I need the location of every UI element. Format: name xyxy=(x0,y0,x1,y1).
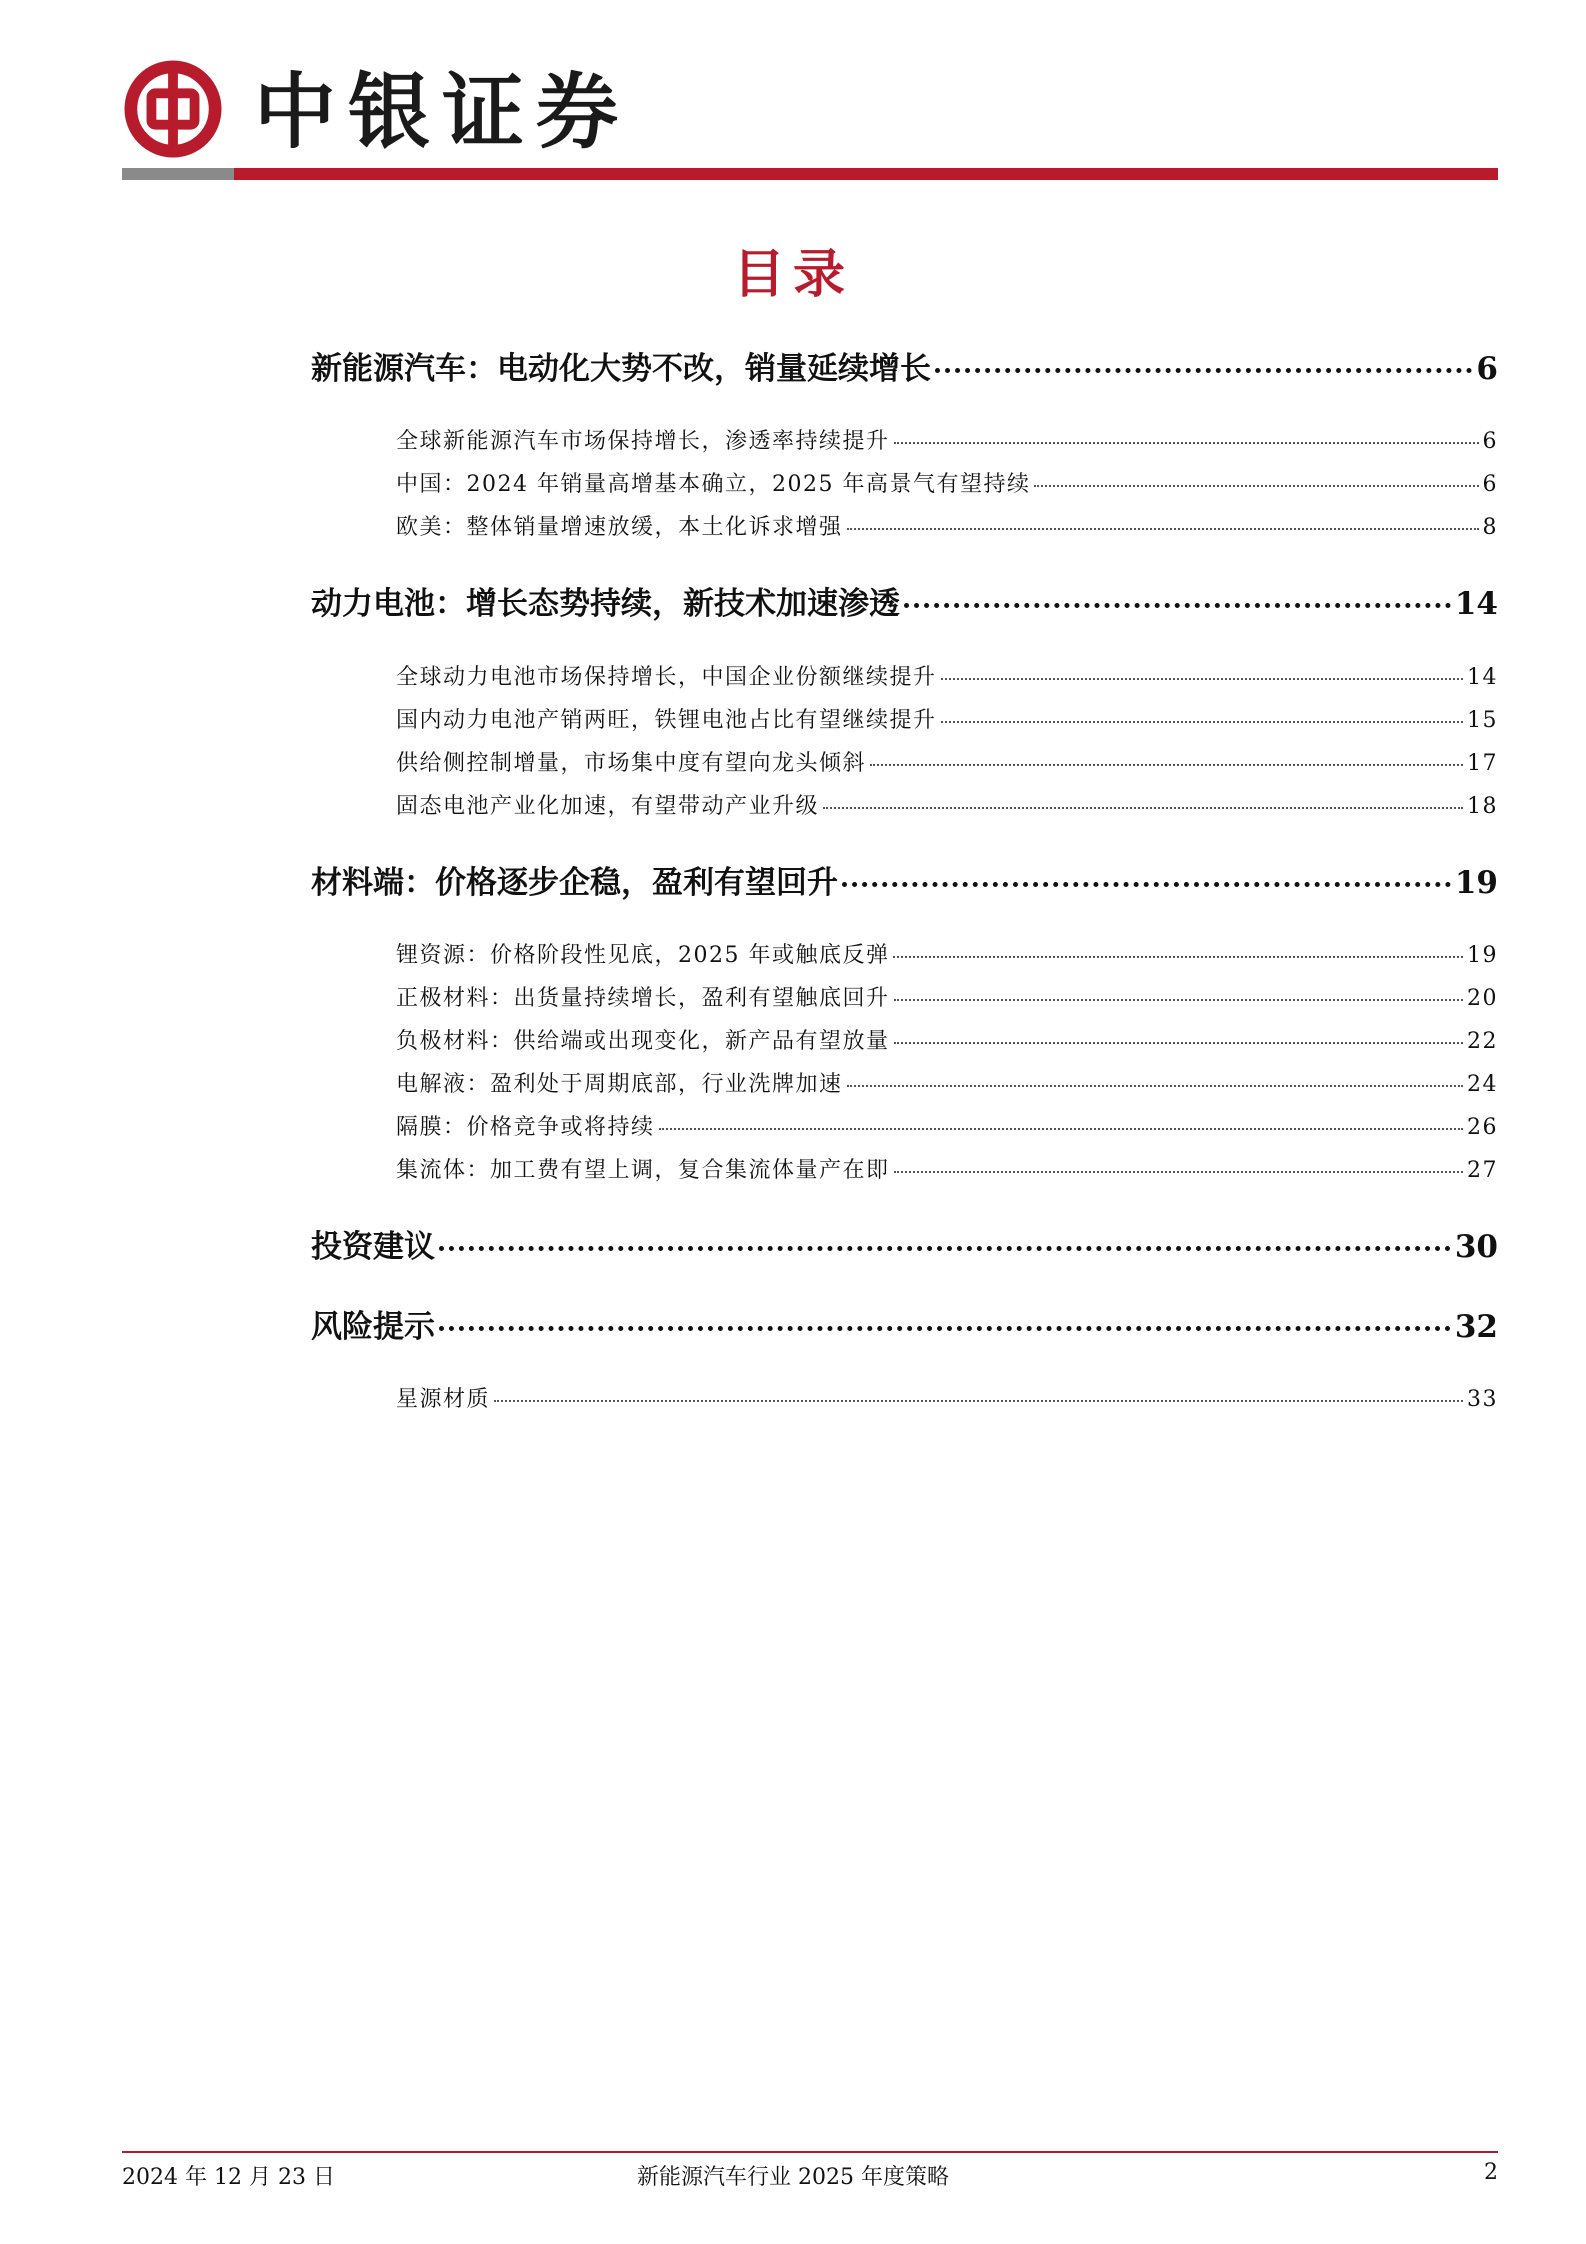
toc-page-number: 18 xyxy=(1467,794,1498,819)
toc-entry-text: 动力电池：增长态势持续，新技术加速渗透 xyxy=(311,586,900,622)
toc-page-number: 27 xyxy=(1467,1158,1498,1183)
toc-page-number: 6 xyxy=(1482,472,1498,497)
toc-section-entry[interactable] xyxy=(311,1301,1498,1346)
toc-leader-dots xyxy=(439,1326,1451,1331)
footer-date: 2024 年 12 月 23 日 xyxy=(122,2165,335,2190)
toc-section-entry[interactable] xyxy=(311,1221,1498,1266)
toc-page-number: 33 xyxy=(1467,1387,1498,1412)
toc-leader-dots xyxy=(904,603,1451,608)
toc-entry-text: 投资建议 xyxy=(311,1229,435,1265)
toc-leader-dots xyxy=(894,1042,1463,1044)
toc-page-number: 14 xyxy=(1467,665,1498,690)
toc-subsection-entry[interactable] xyxy=(396,1110,1498,1141)
toc-entry-text: 中国：2024 年销量高增基本确立，2025 年高景气有望持续 xyxy=(396,472,1031,497)
toc-page-number: 19 xyxy=(1454,865,1498,901)
toc-leader-dots xyxy=(494,1400,1463,1402)
toc-page-number: 22 xyxy=(1467,1029,1498,1054)
toc-section-entry[interactable] xyxy=(311,857,1498,902)
toc-entry-text: 国内动力电池产销两旺，铁锂电池占比有望继续提升 xyxy=(396,708,937,733)
header-gray-bar xyxy=(122,168,234,180)
toc-page-number: 14 xyxy=(1454,586,1498,622)
toc-leader-dots xyxy=(941,721,1463,723)
toc-page-number: 6 xyxy=(1476,351,1498,387)
toc-subsection-entry[interactable] xyxy=(396,467,1498,498)
toc-entry-text: 星源材质 xyxy=(396,1387,491,1412)
toc-page-number: 20 xyxy=(1467,986,1498,1011)
toc-entry-text: 全球动力电池市场保持增长，中国企业份额继续提升 xyxy=(396,665,937,690)
toc-entry-text: 材料端：价格逐步企稳，盈利有望回升 xyxy=(311,865,838,901)
toc-subsection-entry[interactable] xyxy=(396,938,1498,969)
toc-page-number: 15 xyxy=(1467,708,1498,733)
toc-subsection-entry[interactable] xyxy=(396,703,1498,734)
toc-page-number: 8 xyxy=(1482,515,1498,540)
toc-leader-dots xyxy=(894,1171,1463,1173)
toc-entry-text: 锂资源：价格阶段性见底，2025 年或触底反弹 xyxy=(396,943,890,968)
toc-page-number: 26 xyxy=(1467,1115,1498,1140)
toc-leader-dots xyxy=(847,528,1479,530)
toc-page-number: 24 xyxy=(1467,1072,1498,1097)
brand-name: 中银证券 xyxy=(254,64,631,160)
header-red-bar xyxy=(234,168,1498,180)
toc-page-number: 19 xyxy=(1467,943,1498,968)
toc-leader-dots xyxy=(847,1085,1463,1087)
toc-page-number: 6 xyxy=(1482,429,1498,454)
toc-entry-text: 新能源汽车：电动化大势不改，销量延续增长 xyxy=(311,351,931,387)
toc-leader-dots xyxy=(439,1246,1451,1251)
footer-report-title: 新能源汽车行业 2025 年度策略 xyxy=(637,2165,949,2190)
toc-leader-dots xyxy=(941,678,1463,680)
toc-page-number: 17 xyxy=(1467,751,1498,776)
toc-leader-dots xyxy=(894,442,1479,444)
toc-entry-text: 固态电池产业化加速，有望带动产业升级 xyxy=(396,794,820,819)
toc-subsection-entry[interactable] xyxy=(396,789,1498,820)
toc-page-number: 30 xyxy=(1454,1229,1498,1265)
toc-section-entry[interactable] xyxy=(311,343,1498,388)
toc-section-entry[interactable] xyxy=(311,578,1498,623)
toc-subsection-entry[interactable] xyxy=(396,510,1498,541)
toc-entry-text: 欧美：整体销量增速放缓，本土化诉求增强 xyxy=(396,515,843,540)
footer-red-line xyxy=(122,2151,1498,2153)
toc-entry-text: 供给侧控制增量，市场集中度有望向龙头倾斜 xyxy=(396,751,867,776)
toc-entry-text: 负极材料：供给端或出现变化，新产品有望放量 xyxy=(396,1029,890,1054)
toc-subsection-entry[interactable] xyxy=(396,746,1498,777)
toc-entry-text: 电解液：盈利处于周期底部，行业洗牌加速 xyxy=(396,1072,843,1097)
toc-entry-text: 全球新能源汽车市场保持增长，渗透率持续提升 xyxy=(396,429,890,454)
toc-subsection-entry[interactable] xyxy=(396,1024,1498,1055)
toc-subsection-entry[interactable] xyxy=(396,1153,1498,1184)
bank-of-china-logo-icon xyxy=(124,60,222,158)
toc-entry-text: 集流体：加工费有望上调，复合集流体量产在即 xyxy=(396,1158,890,1183)
toc-leader-dots xyxy=(894,999,1463,1001)
toc-page-number: 32 xyxy=(1454,1309,1498,1345)
toc-subsection-entry[interactable] xyxy=(396,660,1498,691)
toc-subsection-entry[interactable] xyxy=(396,1067,1498,1098)
toc-subsection-entry[interactable] xyxy=(396,424,1498,455)
toc-leader-dots xyxy=(823,807,1463,809)
toc-entry-text: 隔膜：价格竞争或将持续 xyxy=(396,1115,655,1140)
toc-leader-dots xyxy=(893,956,1463,958)
toc-entry-text: 正极材料：出货量持续增长，盈利有望触底回升 xyxy=(396,986,890,1011)
toc-subsection-entry[interactable] xyxy=(396,981,1498,1012)
toc-subsection-entry[interactable] xyxy=(396,1382,1498,1413)
toc-leader-dots xyxy=(935,368,1472,373)
toc-title: 目录 xyxy=(732,244,853,305)
toc-leader-dots xyxy=(659,1128,1463,1130)
toc-entry-text: 风险提示 xyxy=(311,1309,435,1345)
toc-leader-dots xyxy=(1034,485,1478,487)
footer-page-number: 2 xyxy=(1484,2160,1498,2185)
toc-leader-dots xyxy=(870,764,1463,766)
toc-leader-dots xyxy=(842,882,1451,887)
